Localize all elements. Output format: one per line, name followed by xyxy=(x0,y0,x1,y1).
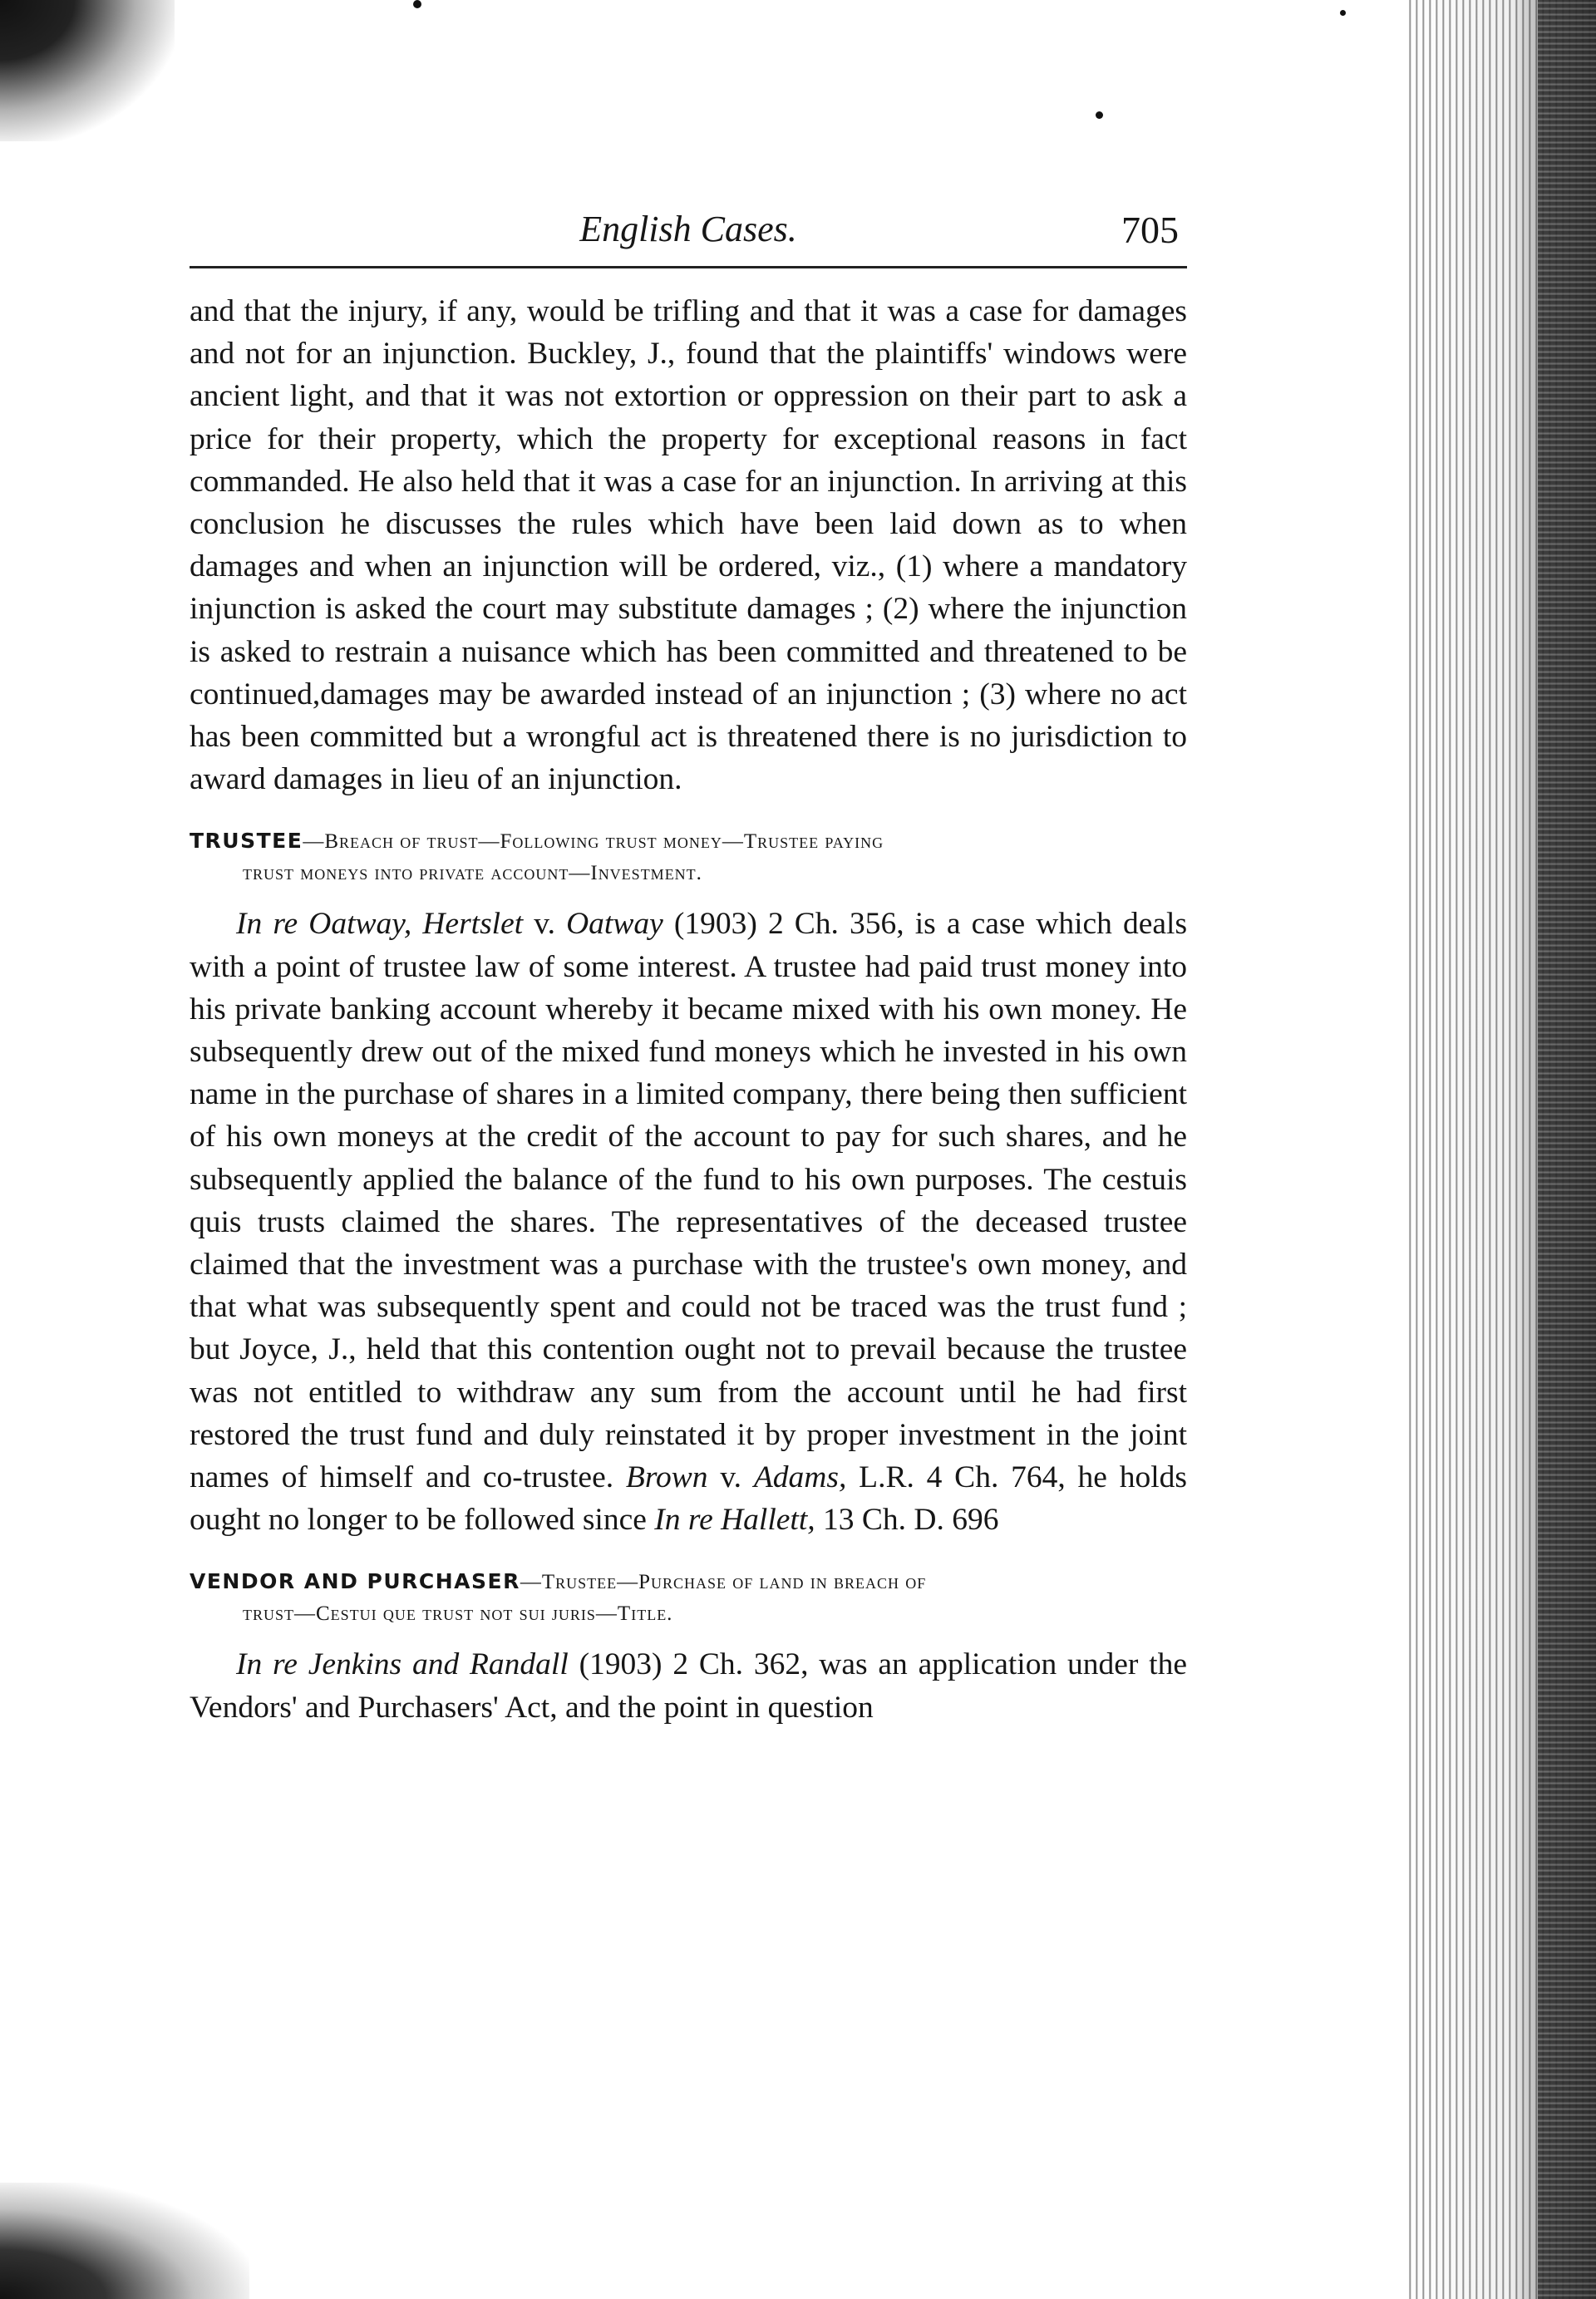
case-name: In re Oatway, Hertslet xyxy=(236,907,524,942)
heading-subject-line-2: trust—Cestui que trust not sui juris—Title. xyxy=(243,1602,673,1626)
running-head xyxy=(190,199,1187,268)
scan-speck xyxy=(413,0,421,8)
scan-book-spine xyxy=(1538,0,1596,2299)
case-versus: v. xyxy=(534,907,555,942)
heading-lead: TRUSTEE xyxy=(190,829,303,854)
cited-case-2-ref: 13 Ch. D. 696 xyxy=(823,1503,999,1538)
scan-corner-shadow-bottom-left xyxy=(0,2183,249,2299)
case-paragraph-jenkins xyxy=(190,1643,1187,1728)
case-body: (1903) 2 Ch. 356, is a case which deals with a point of trustee law of some interest. A trustee had paid trust money into his private banking account whereby it became mixed with his own money. He subsequently drew out of the mixed fund moneys which he invested in his own name in the purchase of shares in a limited company, there being then sufficient of his own moneys at the credit of the account to pay for such shares, and he subsequently applied the balance of the fund to his own purposes. The cestuis quis trusts claimed the shares. The representatives of the deceased trustee claimed that the investment was a purchase with the trustee's own money, and that what was subsequently spent and could not be traced was the trust fund ; but Joyce, J., held that this contention ought not to prevail because the trustee was not entitled to withdraw any sum from the account until he had first restored the trust fund and duly reinstated it by proper investment in the joint names of himself and co-trustee. xyxy=(190,907,1188,1495)
scan-corner-shadow-top-left xyxy=(0,0,175,141)
book-page xyxy=(190,199,1187,1729)
heading-subject-line-2: trust moneys into private account—Investment. xyxy=(243,862,702,885)
case-paragraph-oatway xyxy=(190,903,1187,1541)
intro-paragraph: and that the injury, if any, would be trifling and that it was a case for damages and not for an injunction. Buckley, J., found that the plaintiffs' windows were ancient light, and that it was not extortion or oppression on their part to ask a price for their property, which the property for exceptional reasons in fact commanded. He also held that it was a case for an injunction. In arriving at this conclusion he discusses the rules which have been laid down as to when damages and when an injunction will be ordered, viz., (1) where a mandatory injunction is asked the court may substitute damages ; (2) where the injunction is asked to restrain a nuisance which has been committed and threatened to be continued,damages may be awarded instead of an injunction ; (3) where no act has been committed but a wrongful act is threatened there is no jurisdiction to award damages in lieu of an injunction. xyxy=(190,294,1187,797)
case-name: In re Jenkins and Randall xyxy=(236,1647,569,1682)
section-heading-vendor xyxy=(190,1566,1187,1630)
heading-subject-line-1: —Trustee—Purchase of land in breach of xyxy=(520,1571,927,1594)
scan-speck xyxy=(1340,10,1346,16)
heading-lead: VENDOR AND PURCHASER xyxy=(190,1569,520,1594)
cited-case-party: Adams, xyxy=(753,1460,847,1495)
running-title: English Cases. xyxy=(579,209,797,249)
case-body: (1903) 2 Ch. 362, was an application under the Vendors' and Purchasers' Act, and the point in question xyxy=(190,1647,1187,1725)
cited-case-2-name: In re Hallett, xyxy=(654,1503,815,1538)
heading-subject-line-1: —Breach of trust—Following trust money—Trustee paying xyxy=(303,830,884,854)
section-heading-trustee xyxy=(190,825,1187,889)
cited-case-versus: v. xyxy=(720,1460,742,1495)
cited-case-name: Brown xyxy=(625,1460,708,1495)
scan-speck xyxy=(1096,111,1103,119)
page-number: 705 xyxy=(1121,209,1179,251)
case-party: Oatway xyxy=(566,907,663,942)
cited-case-text: L.R. 4 Ch. 764, he holds ought no longer to be followed since xyxy=(190,1460,1188,1538)
